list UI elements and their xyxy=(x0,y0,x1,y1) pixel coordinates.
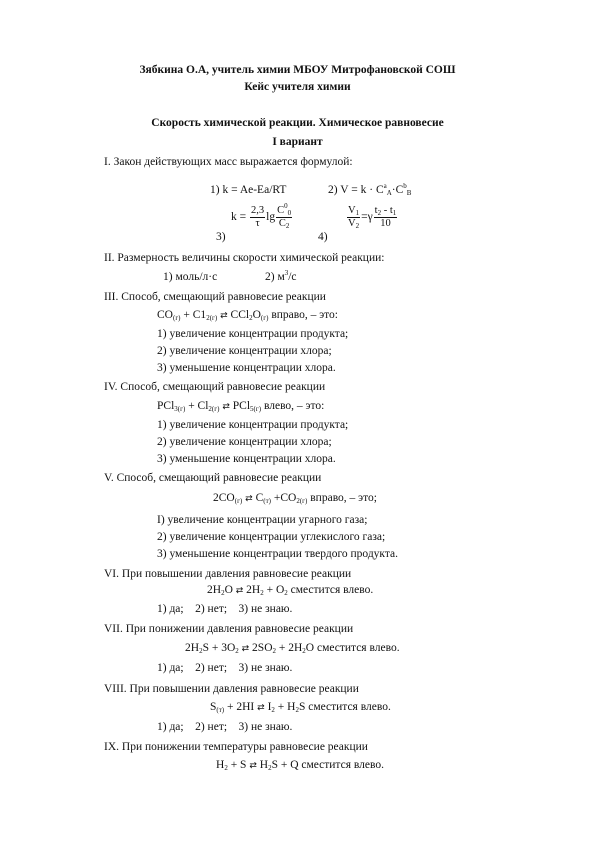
q8-equation: $S_{(т)} + 2HI$ ⇄ $I_2 + H_2S$ сместится влево. xyxy=(210,701,391,714)
variant-title: I вариант xyxy=(272,136,323,148)
q1-option-4-formula: $\frac{V_1}{V_2}$ =γ $\frac{t_2 - t_1}{10}$ xyxy=(348,205,397,230)
q5-option-3: 3) уменьшение концентрации твердого продукта. xyxy=(157,548,399,560)
q5-equation: $2CO_{(г)}$ ⇄ $C_{(т)} +CO_{2(г)}$ вправо, – это; xyxy=(213,492,377,505)
q2-option-1: 1) моль/л·с xyxy=(163,271,218,283)
question-5: V. Способ, смещающий равновесие реакции xyxy=(104,472,322,484)
question-7: VII. При понижении давления равновесие реакции xyxy=(104,623,354,635)
q1-option-2: 2) $V = k \cdot C^a_A\cdot C^b_B$ xyxy=(328,182,412,197)
q8-options: 1) да; 2) нет; 3) не знаю. xyxy=(157,721,293,733)
question-9: IX. При понижении температуры равновесие реакции xyxy=(104,741,368,753)
q6-equation: $2H_2O$ ⇄ $2H_2 + O_2$ сместится влево. xyxy=(207,584,374,597)
q3-option-2: 2) увеличение концентрации хлора; xyxy=(157,345,332,357)
q7-equation: $2H_2S + 3O_2$ ⇄ $2SO_2 + 2H_2O$ сместится влево. xyxy=(185,642,400,655)
q1-option-4-number: 4) xyxy=(318,231,328,243)
q2-option-2: 2) $м^3/с$ xyxy=(265,269,297,283)
q4-option-2: 2) увеличение концентрации хлора; xyxy=(157,436,332,448)
q4-option-1: 1) увеличение концентрации продукта; xyxy=(157,419,349,431)
question-1: I. Закон действующих масс выражается формулой: xyxy=(104,156,353,168)
question-4: IV. Способ, смещающий равновесие реакции xyxy=(104,381,326,393)
q9-equation: $H_2 + S$ ⇄ $H_2S + Q$ сместится влево. xyxy=(216,759,384,772)
q3-option-1: 1) увеличение концентрации продукта; xyxy=(157,328,349,340)
question-6: VI. При повышении давления равновесие реакции xyxy=(104,568,352,580)
subtitle: Кейс учителя химии xyxy=(244,81,351,93)
q7-options: 1) да; 2) нет; 3) не знаю. xyxy=(157,662,293,674)
q1-option-1: 1) k = Ae-Ea/RT xyxy=(210,184,287,196)
q1-option-3-number: 3) xyxy=(216,231,226,243)
q5-option-2: 2) увеличение концентрации углекислого газа; xyxy=(157,531,386,543)
q3-equation: $CO_{(г)} + C1_{2(г)}$ ⇄ $CCl_2O_{(г)}$ вправо, – это: xyxy=(157,309,338,322)
q3-option-3: 3) уменьшение концентрации хлора. xyxy=(157,362,336,374)
question-3: III. Способ, смещающий равновесие реакции xyxy=(104,291,326,303)
q6-options: 1) да; 2) нет; 3) не знаю. xyxy=(157,603,293,615)
q4-equation: $PCl_{3(г)} + Cl_{2(г)}$ ⇄ PCl$_{5(г)}$ влево, – это: xyxy=(157,400,325,413)
q1-option-3-formula: k = $\frac{2,3}{\tau}$ lg $\frac{C^0_0}{C_2}$ xyxy=(231,202,292,230)
question-8: VIII. При повышении давления равновесие реакции xyxy=(104,683,359,695)
q5-option-1: I) увеличение концентрации угарного газа; xyxy=(157,514,368,526)
q4-option-3: 3) уменьшение концентрации хлора. xyxy=(157,453,336,465)
author-line: Зябкина О.А, учитель химии МБОУ Митрофановской СОШ xyxy=(139,64,456,76)
topic-title: Скорость химической реакции. Химическое равновесие xyxy=(151,117,444,129)
question-2: II. Размерность величины скорости химической реакции: xyxy=(104,252,385,264)
